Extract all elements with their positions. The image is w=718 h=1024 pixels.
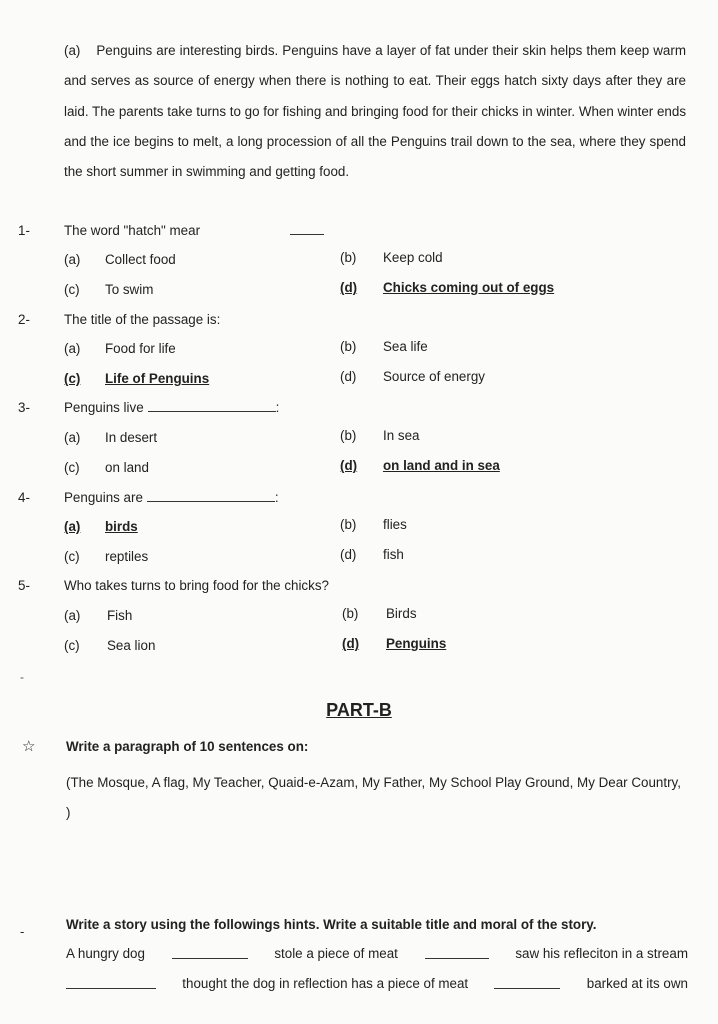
option-label: (b)	[340, 250, 357, 265]
option-text: In sea	[383, 428, 420, 443]
hint-text: barked at its own	[586, 976, 688, 991]
hint-blank	[425, 946, 489, 959]
correct-option-label: (d)	[340, 280, 358, 295]
option-label: (c)	[64, 549, 80, 564]
paragraph-topics: (The Mosque, A flag, My Teacher, Quaid-e-Azam, My Father, My School Play Ground, My Dear Country, )	[66, 775, 681, 820]
reading-passage	[64, 36, 686, 187]
hint-text: saw his refleciton in a stream	[515, 946, 688, 961]
option-label: (b)	[340, 339, 357, 354]
option-label: (d)	[340, 547, 357, 562]
question-text: Penguins are :	[64, 490, 279, 505]
question-number: 5-	[18, 578, 30, 593]
option-label: (a)	[64, 608, 81, 623]
question-number: 4-	[18, 490, 30, 505]
hint-blank	[172, 946, 248, 959]
story-heading: Write a story using the followings hints. Write a suitable title and moral of the story.	[66, 917, 597, 932]
paragraph-heading: Write a paragraph of 10 sentences on:	[66, 739, 309, 754]
stray-dash: -	[20, 670, 24, 684]
passage-label: (a)	[64, 43, 81, 58]
story-hints-line-1	[66, 946, 688, 961]
option-text: To swim	[105, 282, 154, 297]
option-label: (c)	[64, 282, 80, 297]
correct-option-text: birds	[105, 519, 138, 534]
option-text: reptiles	[105, 549, 149, 564]
star-icon: ☆	[22, 738, 36, 755]
part-b-title: PART-B	[326, 700, 392, 720]
story-dash: -	[20, 924, 25, 939]
option-text: Keep cold	[383, 250, 443, 265]
hint-text: A hungry dog	[66, 946, 145, 961]
option-text: Food for life	[105, 341, 176, 356]
option-label: (a)	[64, 341, 81, 356]
correct-option-text: Penguins	[386, 636, 447, 651]
option-label: (b)	[342, 606, 359, 621]
option-text: Sea lion	[107, 638, 156, 653]
correct-option-text: Life of Penguins	[105, 371, 210, 386]
hint-blank	[66, 976, 156, 989]
question-text: Penguins live :	[64, 400, 280, 415]
option-label: (a)	[64, 252, 81, 267]
passage-text: Penguins are interesting birds. Penguins have a layer of fat under their skin helps them keep warm and serves as source of energy when there is nothing to eat. Their eggs hatch sixty days after they are laid. The parents take turns to go for fishing and bringing food for their chicks in winter. When winter ends and the ice begins to melt, a long procession of all the Penguins trail down to the sea, where they spend the short summer in swimming and getting food.	[64, 43, 687, 180]
option-label: (d)	[340, 369, 357, 384]
hint-blank	[494, 976, 560, 989]
option-text: Sea life	[383, 339, 428, 354]
question-text: The word "hatch" mear	[64, 222, 324, 240]
option-text: on land	[105, 460, 149, 475]
option-text: Fish	[107, 608, 133, 623]
option-text: flies	[383, 517, 407, 532]
question-number: 3-	[18, 400, 30, 415]
correct-option-text: on land and in sea	[383, 458, 500, 473]
question-number: 2-	[18, 312, 30, 327]
correct-option-label: (a)	[64, 519, 81, 534]
story-hints-line-2	[66, 976, 688, 991]
option-text: fish	[383, 547, 404, 562]
hint-text: stole a piece of meat	[274, 946, 398, 961]
option-text: In desert	[105, 430, 158, 445]
question-text: The title of the passage is:	[64, 312, 221, 327]
option-text: Birds	[386, 606, 417, 621]
correct-option-label: (d)	[340, 458, 358, 473]
option-text: Source of energy	[383, 369, 485, 384]
correct-option-text: Chicks coming out of eggs	[383, 280, 555, 295]
question-number: 1-	[18, 223, 30, 238]
option-label: (a)	[64, 430, 81, 445]
question-text: Who takes turns to bring food for the chicks?	[64, 578, 329, 593]
correct-option-label: (d)	[342, 636, 360, 651]
option-text: Collect food	[105, 252, 176, 267]
correct-option-label: (c)	[64, 371, 81, 386]
option-label: (c)	[64, 460, 80, 475]
option-label: (c)	[64, 638, 80, 653]
option-label: (b)	[340, 428, 357, 443]
hint-text: thought the dog in reflection has a piece of meat	[182, 976, 469, 991]
option-label: (b)	[340, 517, 357, 532]
